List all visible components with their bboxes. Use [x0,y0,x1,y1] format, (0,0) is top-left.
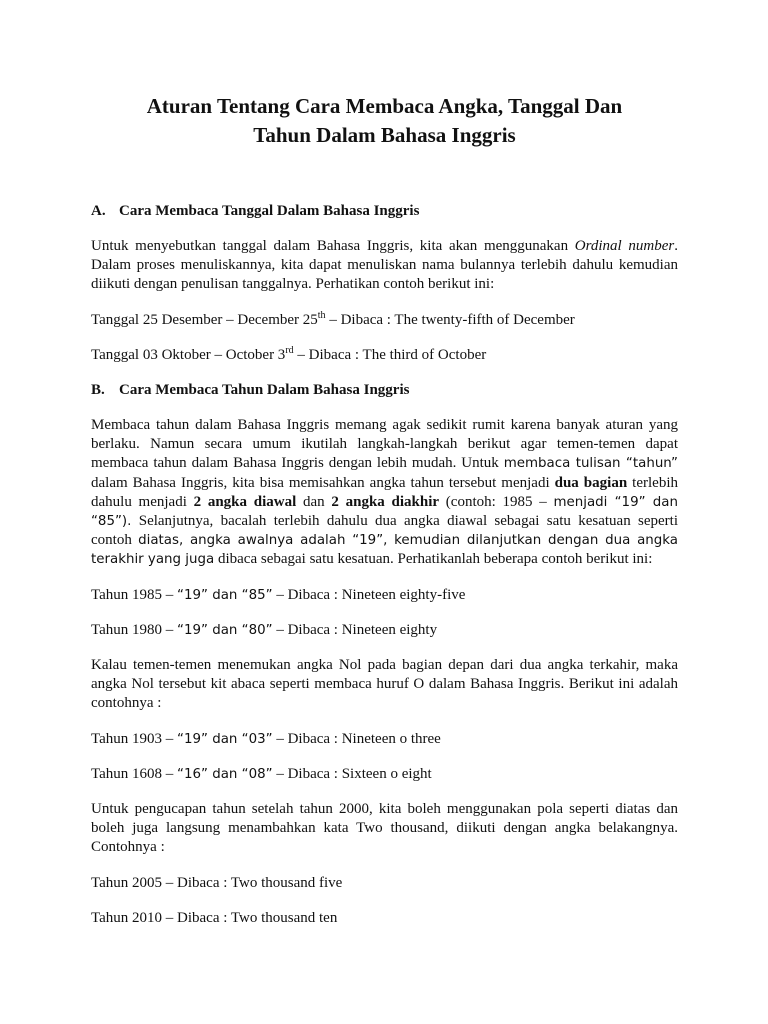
para1-text-3: terlebih dahulu menjadi [91,474,678,510]
para1-sans-3: diatas, angka awalnya adalah “19”, kemudian dilanjutkan dengan dua angka terakhir yang juga [91,533,679,568]
intro-text-2: . Dalam proses menuliskannya, kita dapat menuliskan nama bulannya terlebih dahulu kemudian diikuti dengan penulisan tanggalnya. Perhatikan contoh berikut ini: [91,238,678,293]
para1-text-5: (contoh: 1985 – [439,493,554,510]
example-2005: Tahun 2005 – Dibaca : Two thousand five [91,874,343,891]
section-a-letter: A. [91,203,106,219]
section-b-heading [91,381,678,400]
example-1980-pre: Tahun 1980 – [91,621,178,638]
para1-text-6: Selanjutnya, bacalah terlebih dahulu dua angka diawal sebagai satu kesatuan seperti contoh [91,513,678,549]
para1-bold-2: 2 angka diawal [193,493,297,510]
example-october-sup: rd [285,344,294,356]
para1-text-7: dibaca sebagai satu kesatuan. Perhatikanlah beberapa contoh berikut ini: [214,551,653,568]
section-a-title: Cara Membaca Tanggal Dalam Bahasa Inggris [119,203,420,219]
example-december [91,311,678,330]
example-december-post: – Dibaca : The twenty-fifth of December [325,311,575,328]
example-october-pre: Tanggal 03 Oktober – October 3 [91,346,286,363]
example-1980-split: “19” dan “80” [177,622,273,638]
example-1608 [91,765,678,784]
example-december-sup: th [317,309,326,321]
intro-italic: Ordinal number [574,238,675,254]
title-line-1: Aturan Tentang Cara Membaca Angka, Tanggal Dan [146,94,623,118]
para1-text-4: dan [296,493,332,510]
example-1985-split: “19” dan “85” [177,587,273,603]
para1-text-2: dalam Bahasa Inggris, kita bisa memisahkan angka tahun tersebut menjadi [91,474,555,491]
section-b-letter: B. [91,382,105,399]
example-1608-post: – Dibaca : Sixteen o eight [272,765,432,782]
example-1985-pre: Tahun 1985 – [91,586,178,603]
example-october-post: – Dibaca : The third of October [293,346,487,363]
section-b-para-1 [91,416,678,570]
example-october [91,346,678,365]
intro-text-1: Untuk menyebutkan tanggal dalam Bahasa Inggris, kita akan menggunakan [91,238,575,254]
title-line-2: Tahun Dalam Bahasa Inggris [253,123,516,147]
para1-bold-1: dua bagian [554,474,628,491]
para1-sans-1: membaca tulisan “tahun” [503,456,678,472]
example-1608-pre: Tahun 1608 – [91,765,178,782]
section-b-para-3: Untuk pengucapan tahun setelah tahun 2000, kita boleh menggunakan pola seperti diatas dan boleh juga langsung menambahkan kata Two thousand, diikuti dengan angka belakangnya. Contohnya : [91,801,678,856]
document-body [91,92,678,928]
example-1608-split: “16” dan “08” [177,766,273,782]
section-a-heading [91,202,678,221]
para1-text-1: Membaca tahun dalam Bahasa Inggris memang agak sedikit rumit karena banyak aturan yang berlaku. Namun secara umum ikutilah langkah-langkah berikut agar temen-temen dapat membaca tahun dalam Bahasa Inggris dengan lebih mudah. Untuk [91,417,678,472]
section-b-para-2: Kalau temen-temen menemukan angka Nol pada bagian depan dari dua angka terkahir, maka angka Nol tersebut kit abaca seperti membaca huruf O dalam Bahasa Inggris. Berikut ini adalah contohnya : [91,657,678,712]
example-1903-pre: Tahun 1903 – [91,730,178,747]
example-1903-post: – Dibaca : Nineteen o three [272,730,441,747]
example-december-pre: Tanggal 25 Desember – December 25 [91,311,318,328]
example-1980 [91,621,678,640]
example-1985-post: – Dibaca : Nineteen eighty-five [272,586,466,603]
example-1985 [91,586,678,605]
section-a-intro [91,237,678,295]
para1-bold-3: 2 angka diakhir [331,493,440,510]
example-1903 [91,730,678,749]
para1-sans-2: menjadi “19” dan “85”). [91,494,678,530]
page-title [91,92,678,150]
example-2010: Tahun 2010 – Dibaca : Two thousand ten [91,909,338,926]
section-b-title: Cara Membaca Tahun Dalam Bahasa Inggris [119,382,410,399]
example-1903-split: “19” dan “03” [177,731,273,747]
example-1980-post: – Dibaca : Nineteen eighty [272,621,438,638]
